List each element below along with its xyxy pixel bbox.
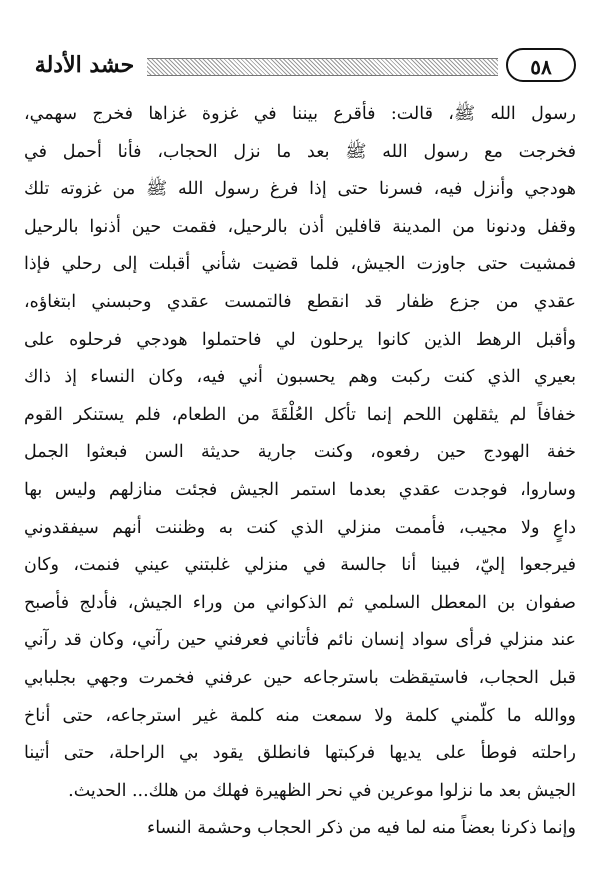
text-line: خفافاً لم يثقلهن اللحم إنما تأكل العُلْقَةَ من الطعام، فلم يستنكر القوم <box>24 404 576 425</box>
text-line: وساروا، فوجدت عقدي بعدما استمر الجيش فجئت منازلهم وليس بها <box>24 479 576 500</box>
text-line: عقدي من جزع ظفار قد انقطع فالتمست عقدي وحبسني ابتغاؤه، <box>24 291 576 312</box>
text-line: بعيري الذي كنت ركبت وهم يحسبون أني فيه، وكان النساء إذ ذاك <box>24 367 576 388</box>
text-line: صفوان بن المعطل السلمي ثم الذكواني من وراء الجيش، فأدلج فأصبح <box>24 592 576 613</box>
text-line: قبل الحجاب، فاستيقظت باسترجاعه حين عرفني فخمرت وجهي بجلبابي <box>24 667 576 688</box>
page-body <box>24 96 576 848</box>
book-title: حشد الأدلة <box>22 50 147 80</box>
text-line: راحلته فوطأ على يديها فركبتها فانطلق يقود بي الراحلة، حتى أتينا <box>24 743 576 764</box>
text-line: فخرجت مع رسول الله ﷺ بعد ما نزل الحجاب، فأنا أحمل في <box>24 141 576 162</box>
page-number-badge: ٥٨ <box>506 48 576 82</box>
text-line: فمشيت حتى جاوزت الجيش، فلما قضيت شأني أقبلت إلى رحلي فإذا <box>24 254 576 275</box>
text-line: وأقبل الرهط الذين كانوا يرحلون لي فاحتملوا هودجي فرحلوه على <box>24 329 576 350</box>
text-line: الجيش بعد ما نزلوا موعرين في نحر الظهيرة فهلك من هلك... الحديث. <box>68 780 576 801</box>
page-header <box>22 44 578 88</box>
text-line: ووالله ما كلّمني كلمة ولا سمعت منه كلمة غير استرجاعه، حتى أناخ <box>24 705 576 726</box>
text-line: داعٍ ولا مجيب، فأممت منزلي الذي كنت به وظننت أنهم سيفقدوني <box>24 517 576 538</box>
text-line: خفة الهودج حين رفعوه، وكنت جارية حديثة السن فبعثوا الجمل <box>24 442 576 463</box>
text-line: وقفل ودنونا من المدينة قافلين أذن بالرحيل، فقمت حين أذنوا بالرحيل <box>24 216 576 237</box>
text-line: رسول الله ﷺ، قالت: فأقرع بيننا في غزوة غزاها فخرج سهمي، <box>24 104 576 124</box>
text-line: وإنما ذكرنا بعضاً منه لما فيه من ذكر الحجاب وحشمة النساء <box>146 818 576 839</box>
header-decorative-band <box>142 58 498 76</box>
text-line: عند منزلي فرأى سواد إنسان نائم فأتاني فعرفني حين رآني، وكان قد رآني <box>24 630 576 651</box>
text-line: هودجي وأنزل فيه، فسرنا حتى إذا فرغ رسول الله ﷺ من غزوته تلك <box>24 179 576 200</box>
text-line: فيرجعوا إليّ، فبينا أنا جالسة في منزلي غلبتني عيني فنمت، وكان <box>24 555 576 576</box>
